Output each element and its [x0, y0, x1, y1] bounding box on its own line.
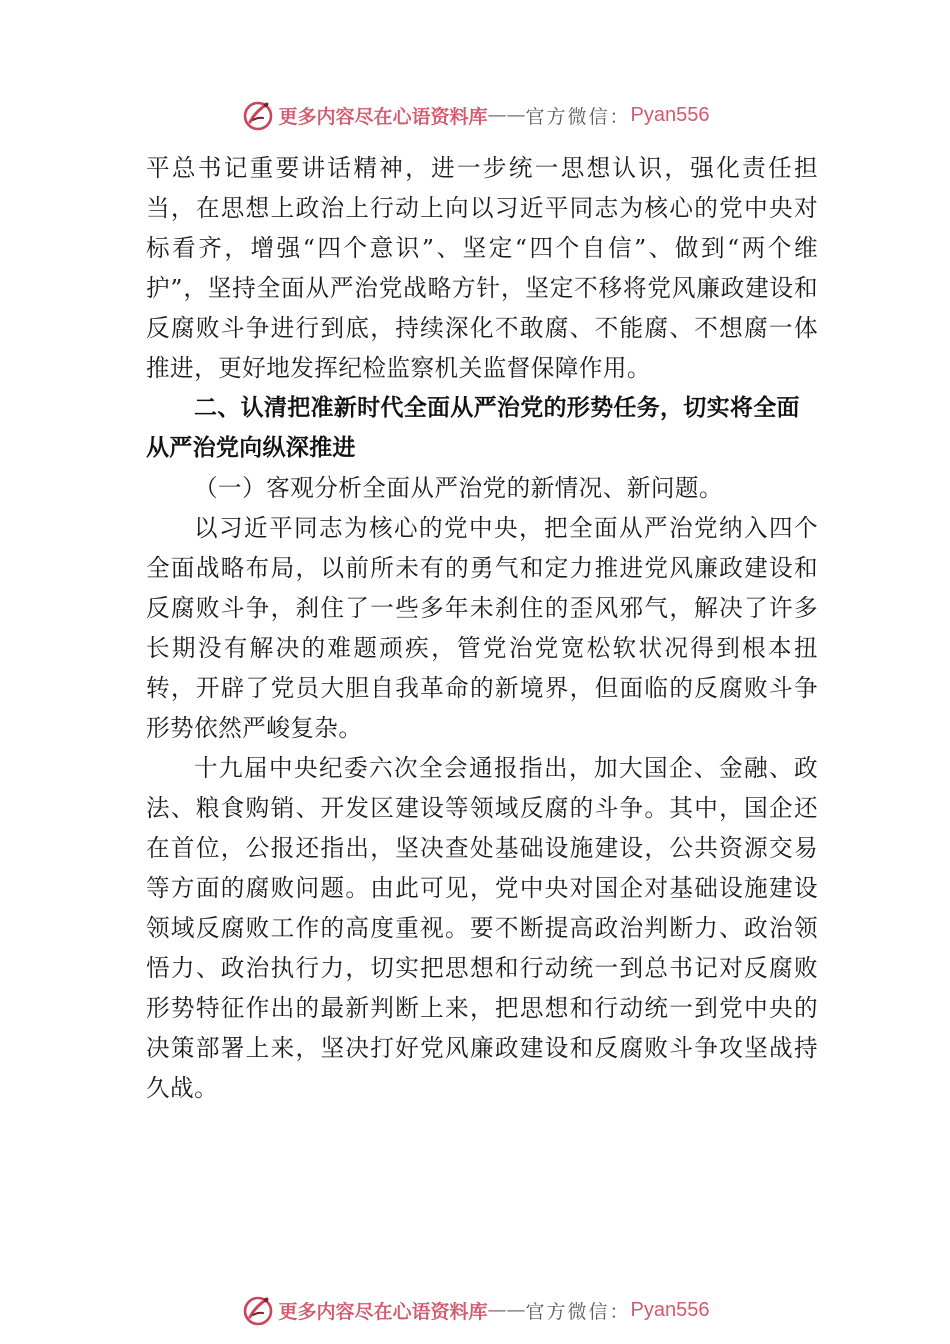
subsection-heading: （一）客观分析全面从严治党的新情况、新问题。: [194, 474, 723, 502]
header-wechat-account: Pyan556: [630, 103, 710, 126]
footer-separator: ——: [487, 1299, 526, 1321]
footer-brand-text: 更多内容尽在心语资料库: [278, 1300, 488, 1323]
paragraph-1: 以习近平同志为核心的党中央，把全面从严治党纳入四个全面战略布局，以前所未有的勇气和定力推进党风廉政建设和反腐败斗争，刹住了一些多年未刹住的歪风邪气，解决了许多长期没有解决的难题顽疾，管党治党宽松软状况得到根本扭转，开辟了党员大胆自我革命的新境界，但面临的反腐败斗争形势依然严峻复杂。: [146, 514, 818, 742]
brush-circle-logo-icon: [241, 98, 275, 132]
paragraph-2: 十九届中央纪委六次全会通报指出，加大国企、金融、政法、粮食购销、开发区建设等领域反腐的斗争。其中，国企还在首位，公报还指出，坚决查处基础设施建设，公共资源交易等方面的腐败问题。由此可见，党中央对国企对基础设施建设领域反腐败工作的高度重视。要不断提高政治判断力、政治领悟力、政治执行力，切实把思想和行动统一到总书记对反腐败形势特征作出的最新判断上来，把思想和行动统一到党中央的决策部署上来，坚决打好党风廉政建设和反腐败斗争攻坚战持久战。: [146, 754, 818, 1102]
footer-wechat-label: 官方微信：: [525, 1300, 631, 1323]
document-body: [146, 148, 818, 1108]
paragraph-continuation: 平总书记重要讲话精神，进一步统一思想认识，强化责任担当，在思想上政治上行动上向以习近平同志为核心的党中央对标看齐，增强“四个意识”、坚定“四个自信”、做到“两个维护”，坚持全面从严治党战略方针，坚定不移将党风廉政建设和反腐败斗争进行到底，持续深化不敢腐、不能腐、不想腐一体推进，更好地发挥纪检监察机关监督保障作用。: [146, 154, 818, 382]
footer-wechat-account: Pyan556: [630, 1298, 710, 1321]
header-wechat-label: 官方微信：: [525, 105, 631, 128]
section-heading: 二、认清把准新时代全面从严治党的形势任务，切实将全面从严治党向纵深推进: [146, 395, 800, 461]
header-banner: [0, 95, 950, 135]
header-separator: ——: [487, 104, 526, 126]
brush-circle-logo-icon: [241, 1293, 275, 1327]
footer-banner: [0, 1290, 950, 1330]
header-brand-text: 更多内容尽在心语资料库: [278, 105, 488, 128]
